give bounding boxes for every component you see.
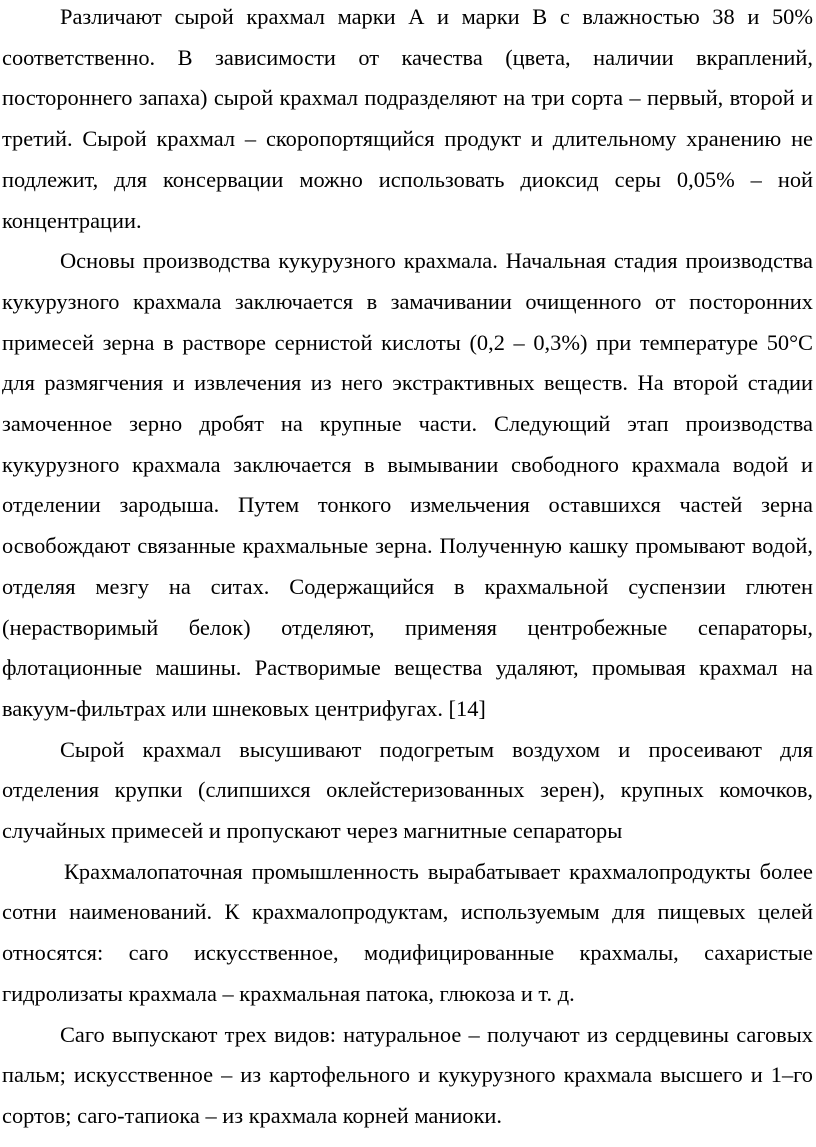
paragraph-starch-drying: Сырой крахмал высушивают подогретым воздухом и просеивают для отделения крупки (слипшихся оклейстеризованных зерен), крупных комочков, случайных примесей и пропускают через магнитные сепараторы: [2, 736, 813, 844]
paragraph-corn-starch-production: Основы производства кукурузного крахмала. Начальная стадия производства кукурузного крахмала заключается в замачивании очищенного от посторонних примесей зерна в растворе сернистой кислоты (0,2 – 0,3%) при температуре 50°С для размягчения и извлечения из него экстрактивных веществ. На второй стадии замоченное зерно дробят на крупные части. Следующий этап производства кукурузного крахмала заключается в вымывании свободного крахмала водой и отделении зародыша. Путем тонкого измельчения оставшихся частей зерна освобождают связанные крахмальные зерна. Полученную кашку промывают водой, отделяя мезгу на ситах. Содержащийся в крахмальной суспензии глютен (нерастворимый белок) отделяют, применяя центробежные сепараторы, флотационные машины. Растворимые вещества удаляют, промывая крахмал на вакуум-фильтрах или шнековых центрифугах. [14]: [2, 248, 813, 721]
paragraph-sago-types: Саго выпускают трех видов: натуральное – получают из сердцевины саговых пальм; искусственное – из картофельного и кукурузного крахмала высшего и 1–го сортов; саго-тапиока – из крахмала корней маниоки.: [2, 1021, 813, 1128]
paragraph-starch-industry-products: Крахмалопаточная промышленность вырабатывает крахмалопродукты более сотни наименований. К крахмалопродуктам, используемым для пищевых целей относятся: саго искусственное, модифицированные крахмалы, сахаристые гидролизаты крахмала – крахмальная патока, глюкоза и т. д.: [2, 858, 813, 1006]
paragraph-raw-starch-grades: Различают сырой крахмал марки А и марки В с влажностью 38 и 50% соответственно. В зависимости от качества (цвета, наличии вкраплений, постороннего запаха) сырой крахмал подразделяют на три сорта – первый, второй и третий. Сырой крахмал – скоропортящийся продукт и длительному хранению не подлежит, для консервации можно использовать диоксид серы 0,05% – ной концентрации.: [2, 4, 813, 233]
